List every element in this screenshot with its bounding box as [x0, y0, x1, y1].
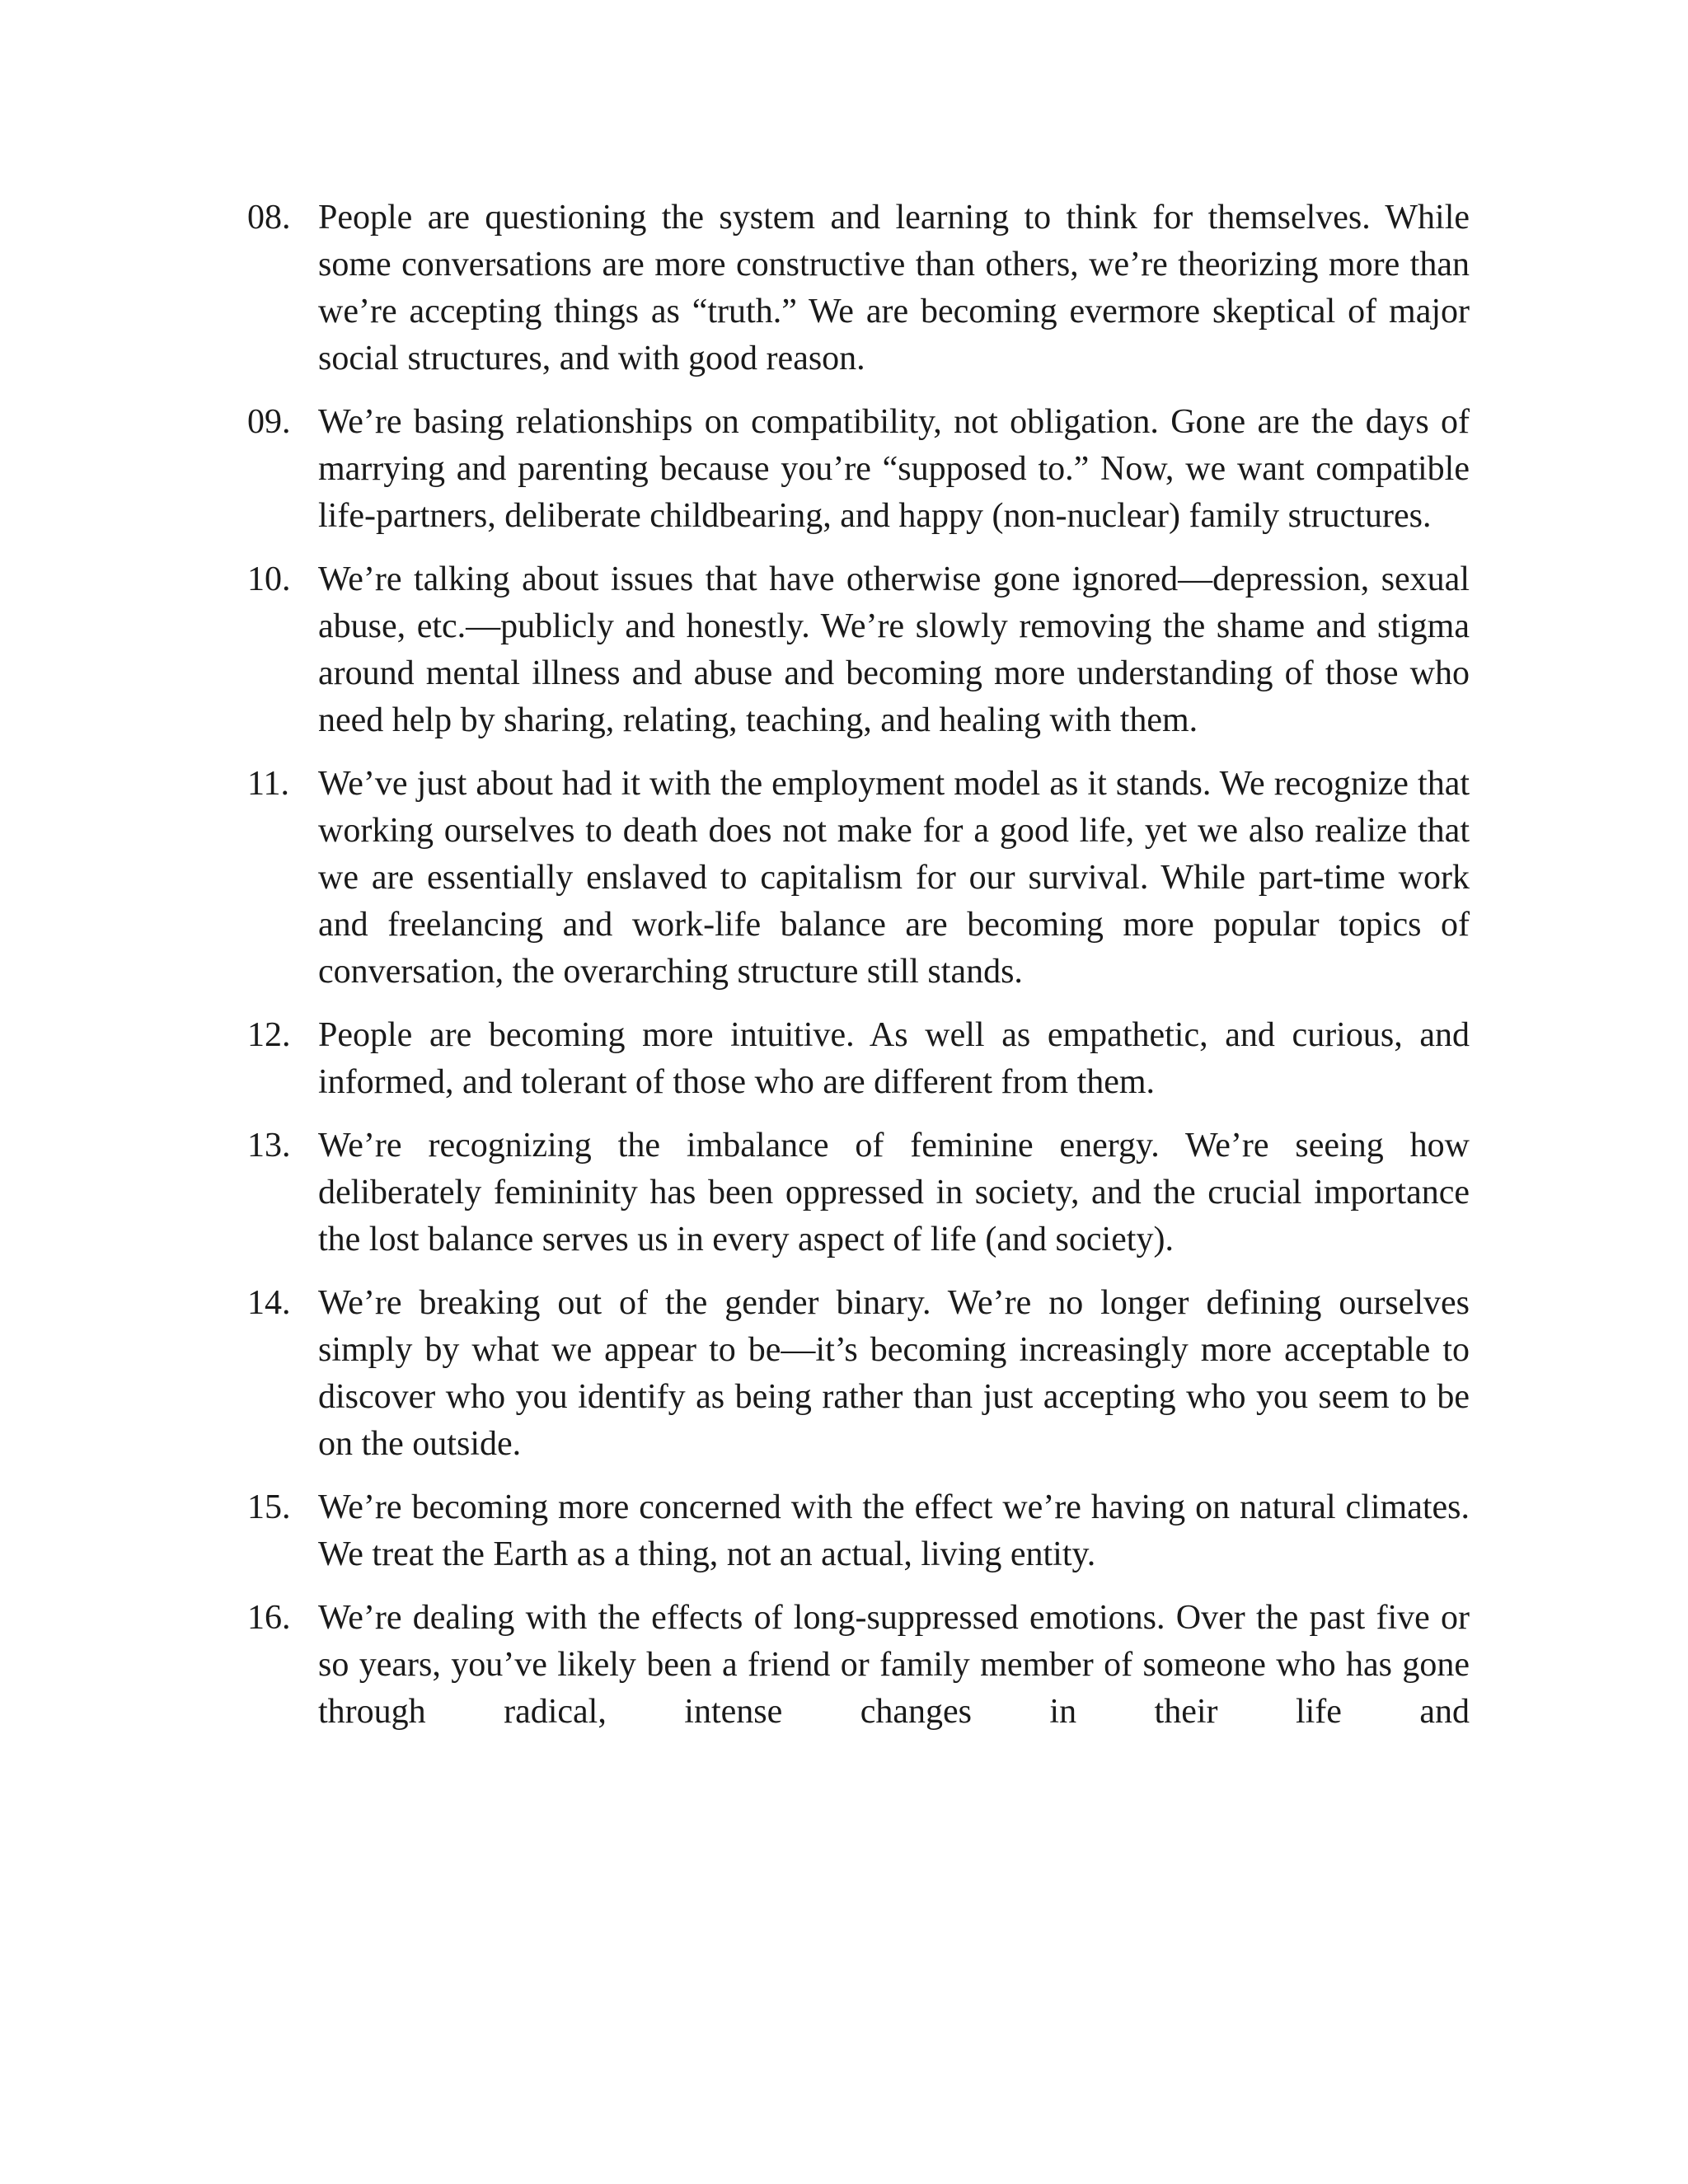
list-item-number: 14. — [247, 1284, 291, 1322]
list-item-text: People are questioning the system and learning to think for themselves. While some conversations are more constructive than others, we’re theorizing more than we’re accepting things as “truth.” We are becoming evermore skeptical of major social structures, and with good reason. — [318, 199, 1470, 377]
list-item-text: We’ve just about had it with the employment model as it stands. We recognize that working ourselves to death does not make for a good life, yet we also realize that we are essentially enslaved to capitalism for our survival. While part-time work and freelancing and work-life balance are becoming more popular topics of conversation, the overarching structure still stands. — [318, 765, 1470, 991]
list-item — [247, 194, 1470, 382]
list-item-number: 08. — [247, 199, 291, 237]
list-item-number: 13. — [247, 1127, 291, 1165]
list-item-text: We’re recognizing the imbalance of feminine energy. We’re seeing how deliberately femininity has been oppressed in society, and the crucial importance the lost balance serves us in every aspect of life (and society). — [318, 1127, 1470, 1258]
list-item-text: We’re talking about issues that have otherwise gone ignored—depression, sexual abuse, etc.—publicly and honestly. We’re slowly removing the shame and stigma around mental illness and abuse and becoming more understanding of those who need help by sharing, relating, teaching, and healing with them. — [318, 560, 1470, 739]
list-item-text: We’re becoming more concerned with the effect we’re having on natural climates. We treat the Earth as a thing, not an actual, living entity. — [318, 1488, 1470, 1573]
numbered-list — [247, 194, 1470, 1752]
list-item-text: People are becoming more intuitive. As well as empathetic, and curious, and informed, and tolerant of those who are different from them. — [318, 1016, 1470, 1101]
list-item — [247, 1595, 1470, 1736]
list-item-number: 15. — [247, 1488, 291, 1526]
list-item — [247, 1012, 1470, 1106]
list-item-number: 16. — [247, 1599, 291, 1637]
list-item-text: We’re breaking out of the gender binary. We’re no longer defining ourselves simply by what we appear to be—it’s becoming increasingly more acceptable to discover who you identify as being rather than just accepting who you seem to be on the outside. — [318, 1284, 1470, 1463]
list-item — [247, 399, 1470, 540]
list-item — [247, 1122, 1470, 1263]
list-item-number: 10. — [247, 560, 291, 598]
list-item — [247, 1484, 1470, 1578]
list-item-text: We’re dealing with the effects of long-suppressed emotions. Over the past five or so years, you’ve likely been a friend or family member of someone who has gone through radical, intense changes in their life and — [318, 1599, 1470, 1731]
list-item-number: 12. — [247, 1016, 291, 1054]
list-item — [247, 761, 1470, 996]
list-item — [247, 556, 1470, 744]
list-item — [247, 1280, 1470, 1468]
list-item-number: 11. — [247, 765, 289, 803]
list-item-number: 09. — [247, 403, 291, 441]
list-item-text: We’re basing relationships on compatibility, not obligation. Gone are the days of marrying and parenting because you’re “supposed to.” Now, we want compatible life-partners, deliberate childbearing, and happy (non-nuclear) family structures. — [318, 403, 1470, 535]
